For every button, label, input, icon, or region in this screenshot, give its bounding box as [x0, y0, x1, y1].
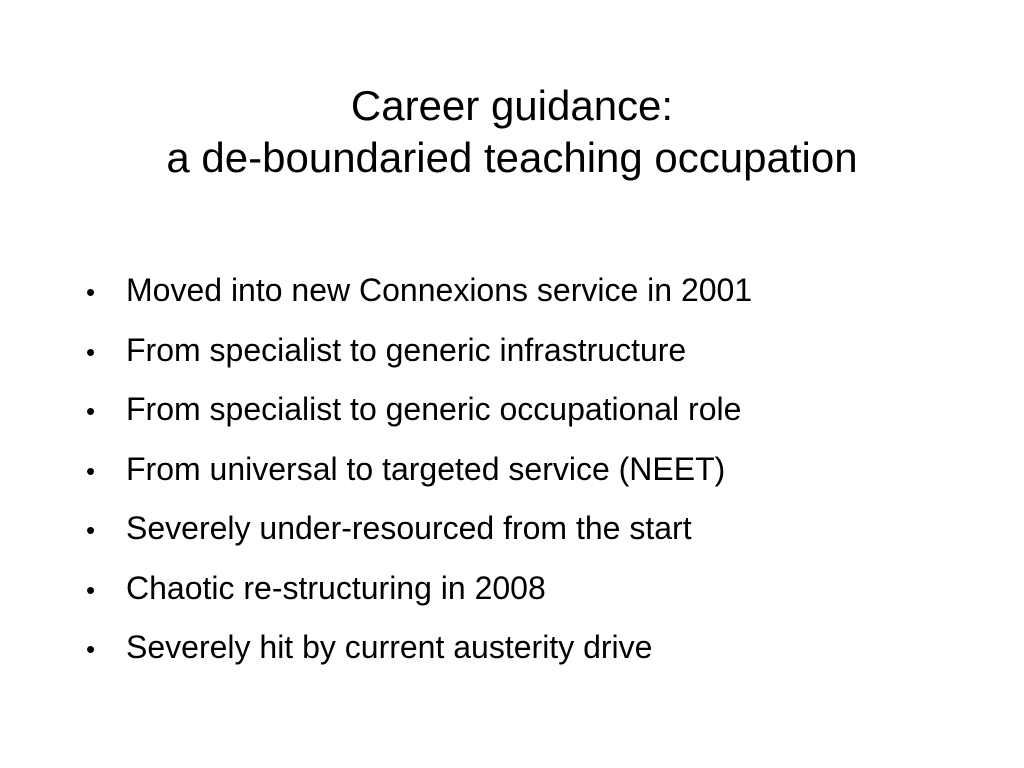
bullet-icon: •	[86, 634, 96, 664]
bullet-icon: •	[86, 277, 96, 307]
slide-title-line-1: Career guidance:	[350, 82, 674, 129]
bullet-text: Moved into new Connexions service in 2001	[126, 272, 753, 308]
slide-title-line-2: a de-boundaried teaching occupation	[166, 134, 858, 181]
bullet-item	[86, 560, 752, 620]
bullet-text: From specialist to generic occupational role	[126, 391, 742, 427]
bullet-text: Chaotic re-structuring in 2008	[126, 569, 546, 606]
bullet-item	[86, 262, 752, 322]
bullet-icon: •	[86, 574, 96, 605]
bullet-icon: •	[86, 396, 96, 426]
bullet-icon: •	[86, 515, 96, 545]
bullet-text: From universal to targeted service (NEET)	[126, 450, 726, 487]
bullet-item	[86, 500, 752, 560]
bullet-item	[86, 381, 752, 441]
bullet-list	[86, 262, 752, 679]
bullet-text: Severely under-resourced from the start	[126, 510, 692, 546]
bullet-icon: •	[86, 336, 96, 367]
bullet-item	[86, 619, 752, 679]
bullet-text: From specialist to generic infrastructure	[126, 331, 687, 368]
bullet-item	[86, 441, 752, 501]
bullet-text: Severely hit by current austerity drive	[126, 629, 653, 665]
slide-title	[0, 80, 1024, 184]
bullet-item	[86, 322, 752, 382]
bullet-icon: •	[86, 455, 96, 486]
